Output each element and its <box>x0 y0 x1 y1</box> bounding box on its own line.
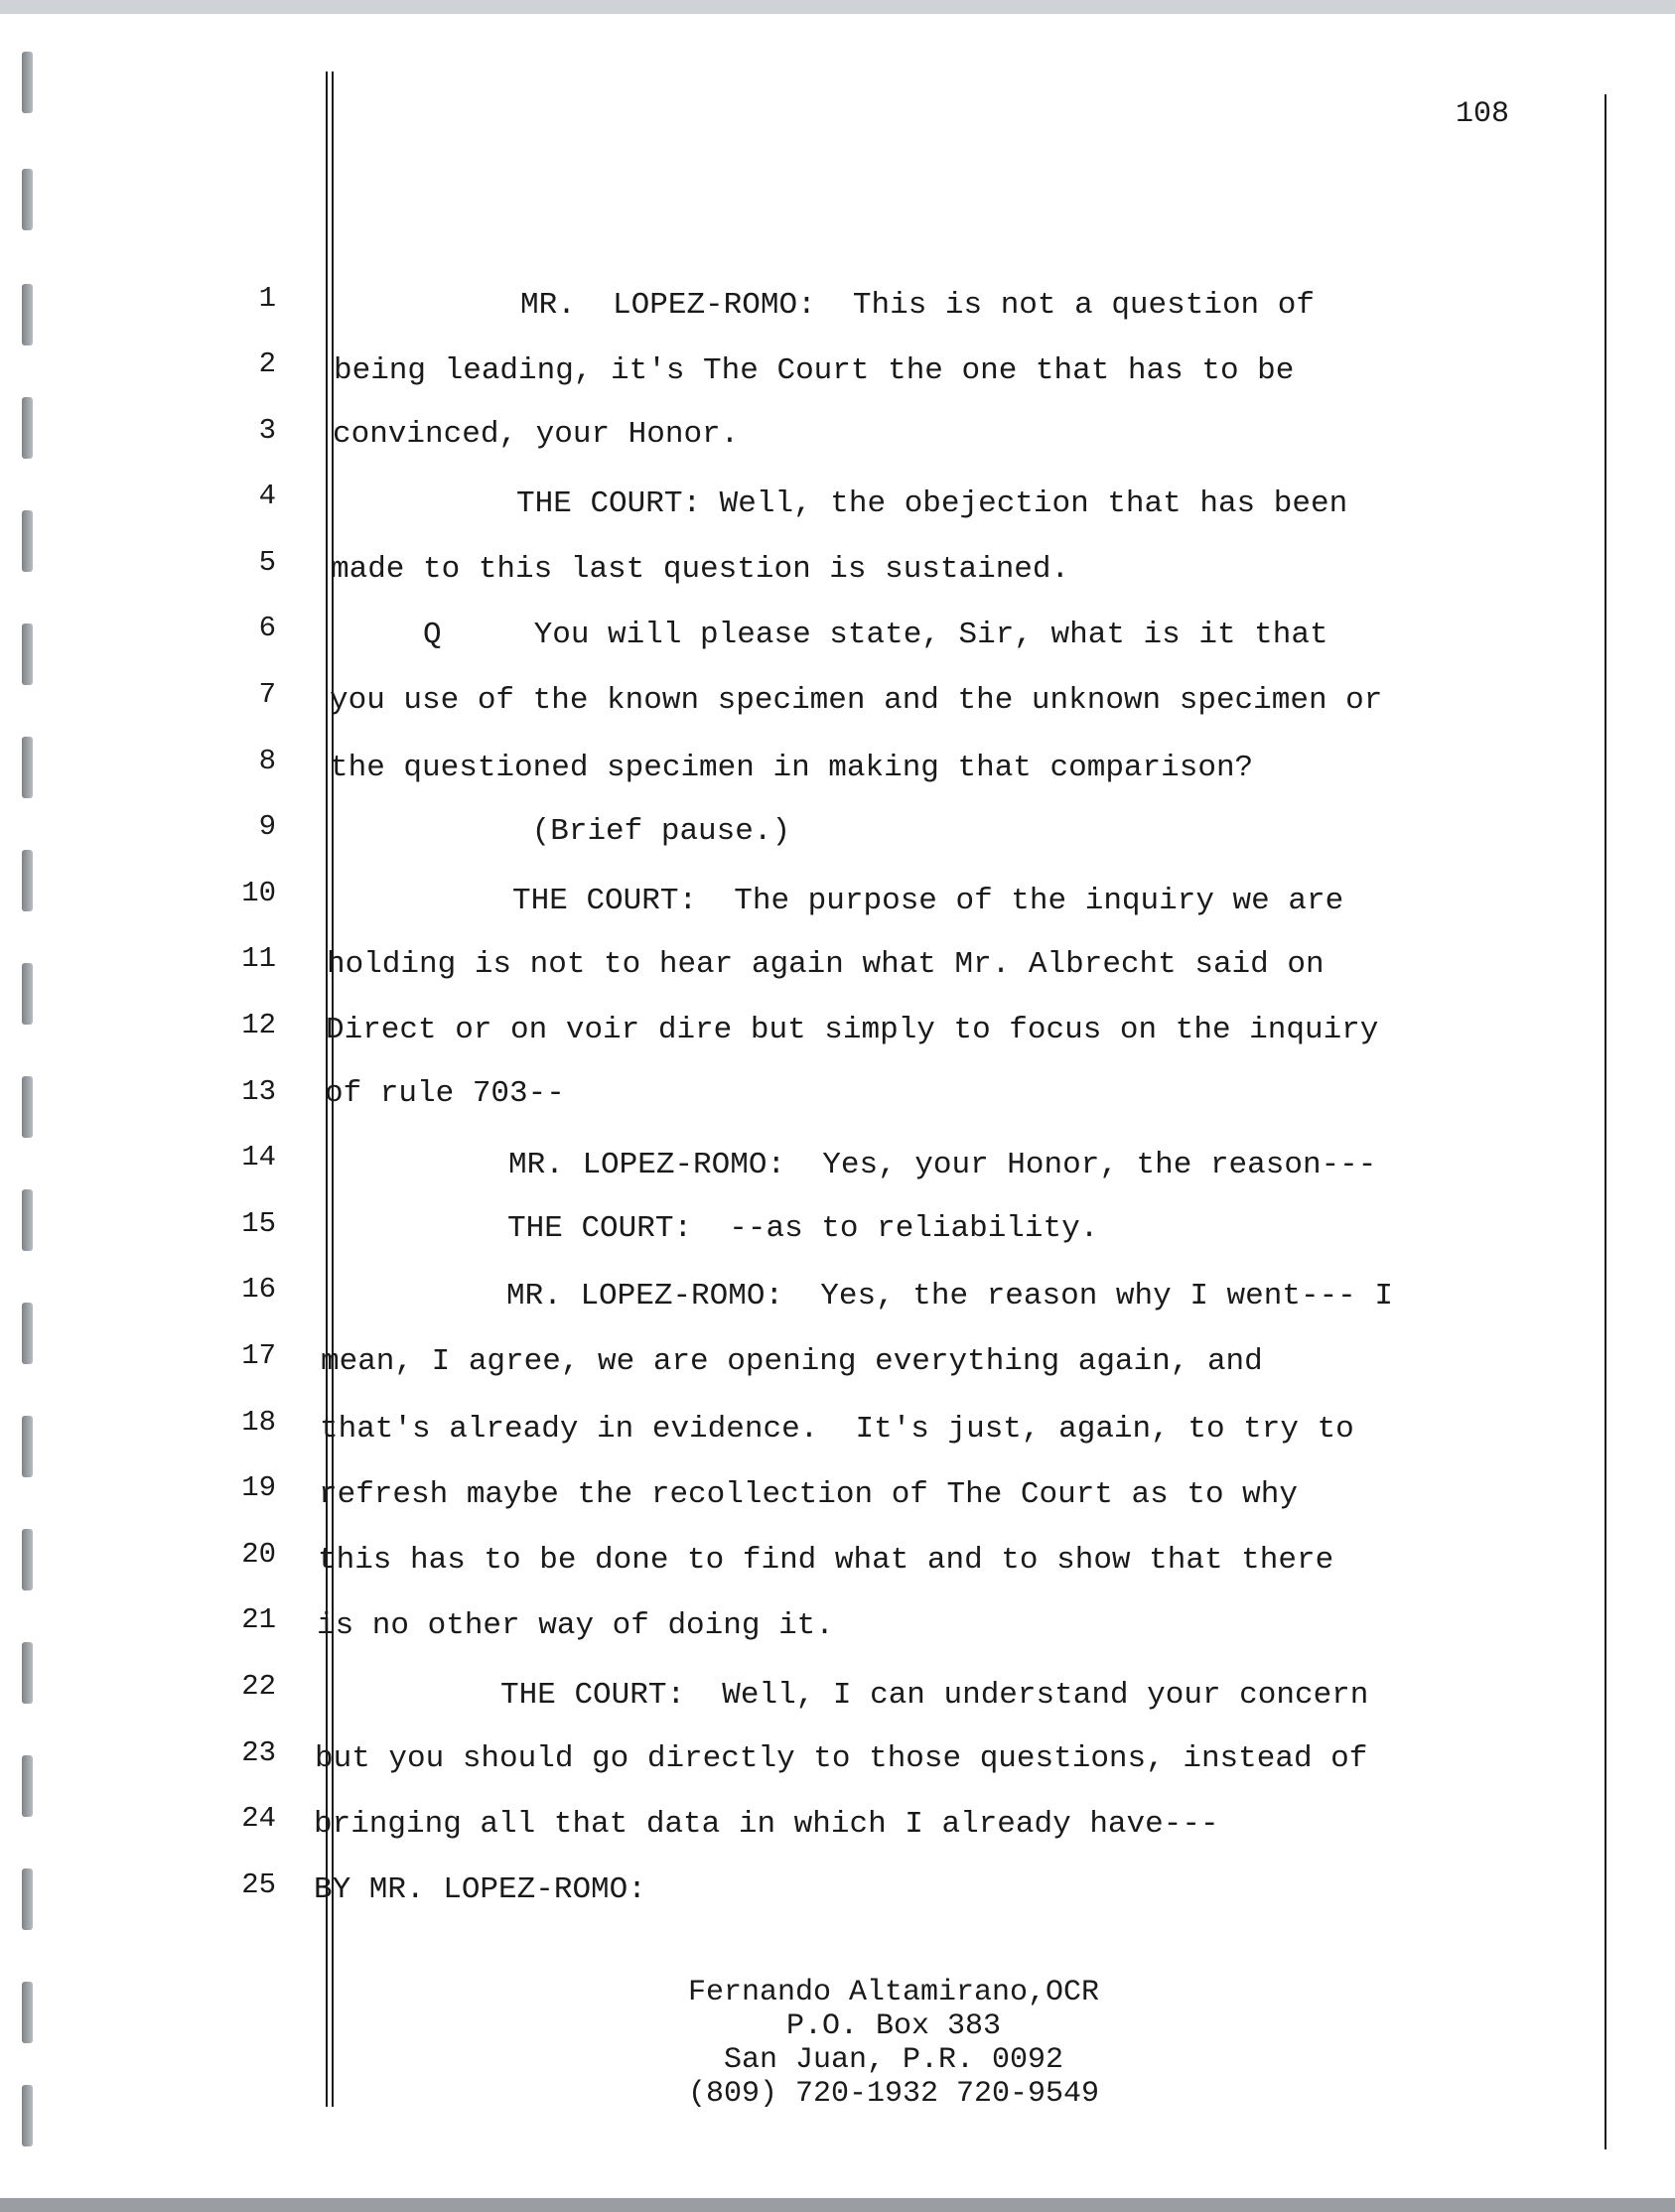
line-number: 11 <box>241 942 276 975</box>
reporter-box: P.O. Box 383 <box>785 2009 1002 2043</box>
line-number: 25 <box>241 1868 276 1901</box>
line-number: 20 <box>241 1538 276 1571</box>
transcript-line: being leading, it's The Court the one that has to be <box>334 353 1295 388</box>
transcript-line: made to this last question is sustained. <box>331 552 1070 587</box>
punch-hole <box>22 737 33 798</box>
punch-hole <box>22 1642 33 1704</box>
transcript-line: of rule 703-- <box>325 1076 565 1111</box>
line-number: 1 <box>258 282 276 315</box>
transcript-line: MR. LOPEZ-ROMO: Yes, your Honor, the reason--- <box>324 1148 1377 1182</box>
line-number: 16 <box>241 1273 276 1306</box>
line-number: 8 <box>258 745 276 777</box>
transcript-line: the questioned specimen in making that comparison? <box>330 751 1254 785</box>
line-number: 2 <box>258 347 276 380</box>
line-number: 24 <box>241 1802 276 1835</box>
right-margin-rule <box>1605 94 1606 2149</box>
punch-hole <box>22 1529 33 1590</box>
transcript-line: BY MR. LOPEZ-ROMO: <box>314 1872 646 1907</box>
transcript-line: refresh maybe the recollection of The Court as to why <box>319 1477 1298 1512</box>
scan-top-edge <box>0 0 1675 14</box>
reporter-phones: (809) 720-1932 720-9549 <box>687 2077 1100 2111</box>
transcript-line: mean, I agree, we are opening everything again, and <box>321 1344 1263 1379</box>
line-number: 12 <box>241 1009 276 1041</box>
punch-hole <box>22 1189 33 1251</box>
transcript-line: MR. LOPEZ-ROMO: This is not a question of <box>336 288 1315 323</box>
transcript-line: THE COURT: Well, I can understand your concern <box>316 1678 1369 1713</box>
transcript-line: convinced, your Honor. <box>333 417 740 452</box>
line-number: 22 <box>241 1670 276 1703</box>
punch-hole <box>22 1303 33 1364</box>
line-number: 5 <box>258 546 276 579</box>
scan-bottom-edge <box>0 2198 1675 2212</box>
transcript-line: this has to be done to find what and to show that there <box>318 1543 1334 1578</box>
transcript-line: bringing all that data in which I already have--- <box>314 1807 1219 1842</box>
reporter-name: Fernando Altamirano,OCR <box>687 1976 1100 2009</box>
punch-hole <box>22 284 33 346</box>
transcript-line: you use of the known specimen and the unknown specimen or <box>330 683 1383 718</box>
transcript-line: but you should go directly to those questions, instead of <box>315 1741 1368 1776</box>
transcript-line: (Brief pause.) <box>329 814 791 849</box>
line-number: 17 <box>241 1339 276 1372</box>
line-number: 13 <box>241 1075 276 1108</box>
reporter-city: San Juan, P.R. 0092 <box>723 2043 1064 2077</box>
reporter-footer <box>596 1976 1191 2111</box>
line-number: 21 <box>241 1603 276 1636</box>
line-number: 4 <box>258 480 276 512</box>
punch-hole <box>22 169 33 230</box>
punch-hole <box>22 1755 33 1817</box>
line-number: 6 <box>258 612 276 644</box>
transcript-line: THE COURT: The purpose of the inquiry we are <box>328 884 1344 918</box>
line-number: 9 <box>258 810 276 843</box>
punch-hole <box>22 1076 33 1138</box>
punch-hole <box>22 850 33 911</box>
line-number: 7 <box>258 678 276 711</box>
punch-hole <box>22 2085 33 2146</box>
punch-hole <box>22 397 33 459</box>
punch-hole <box>22 1982 33 2043</box>
punch-hole <box>22 963 33 1025</box>
transcript-line: MR. LOPEZ-ROMO: Yes, the reason why I went--- I <box>322 1279 1393 1313</box>
transcript-line: THE COURT: Well, the obejection that has been <box>332 486 1348 521</box>
transcript-line: Q You will please state, Sir, what is it that <box>331 618 1328 652</box>
transcript-line: THE COURT: --as to reliability. <box>323 1211 1099 1246</box>
transcript-line: that's already in evidence. It's just, again, to try to <box>320 1412 1354 1447</box>
transcript-line: Direct or on voir dire but simply to focus on the inquiry <box>326 1013 1379 1047</box>
transcript-line: holding is not to hear again what Mr. Albrecht said on <box>327 947 1325 982</box>
line-number: 10 <box>241 877 276 909</box>
page-number: 108 <box>1456 97 1510 131</box>
line-number: 15 <box>241 1207 276 1240</box>
line-number: 18 <box>241 1406 276 1439</box>
punch-hole <box>22 52 33 113</box>
line-number: 23 <box>241 1736 276 1769</box>
transcript-line: is no other way of doing it. <box>317 1608 834 1643</box>
punch-hole <box>22 1416 33 1477</box>
line-number: 3 <box>258 414 276 447</box>
line-number: 14 <box>241 1141 276 1174</box>
punch-hole <box>22 623 33 685</box>
punch-hole <box>22 510 33 572</box>
punch-hole <box>22 1868 33 1930</box>
line-number: 19 <box>241 1471 276 1504</box>
